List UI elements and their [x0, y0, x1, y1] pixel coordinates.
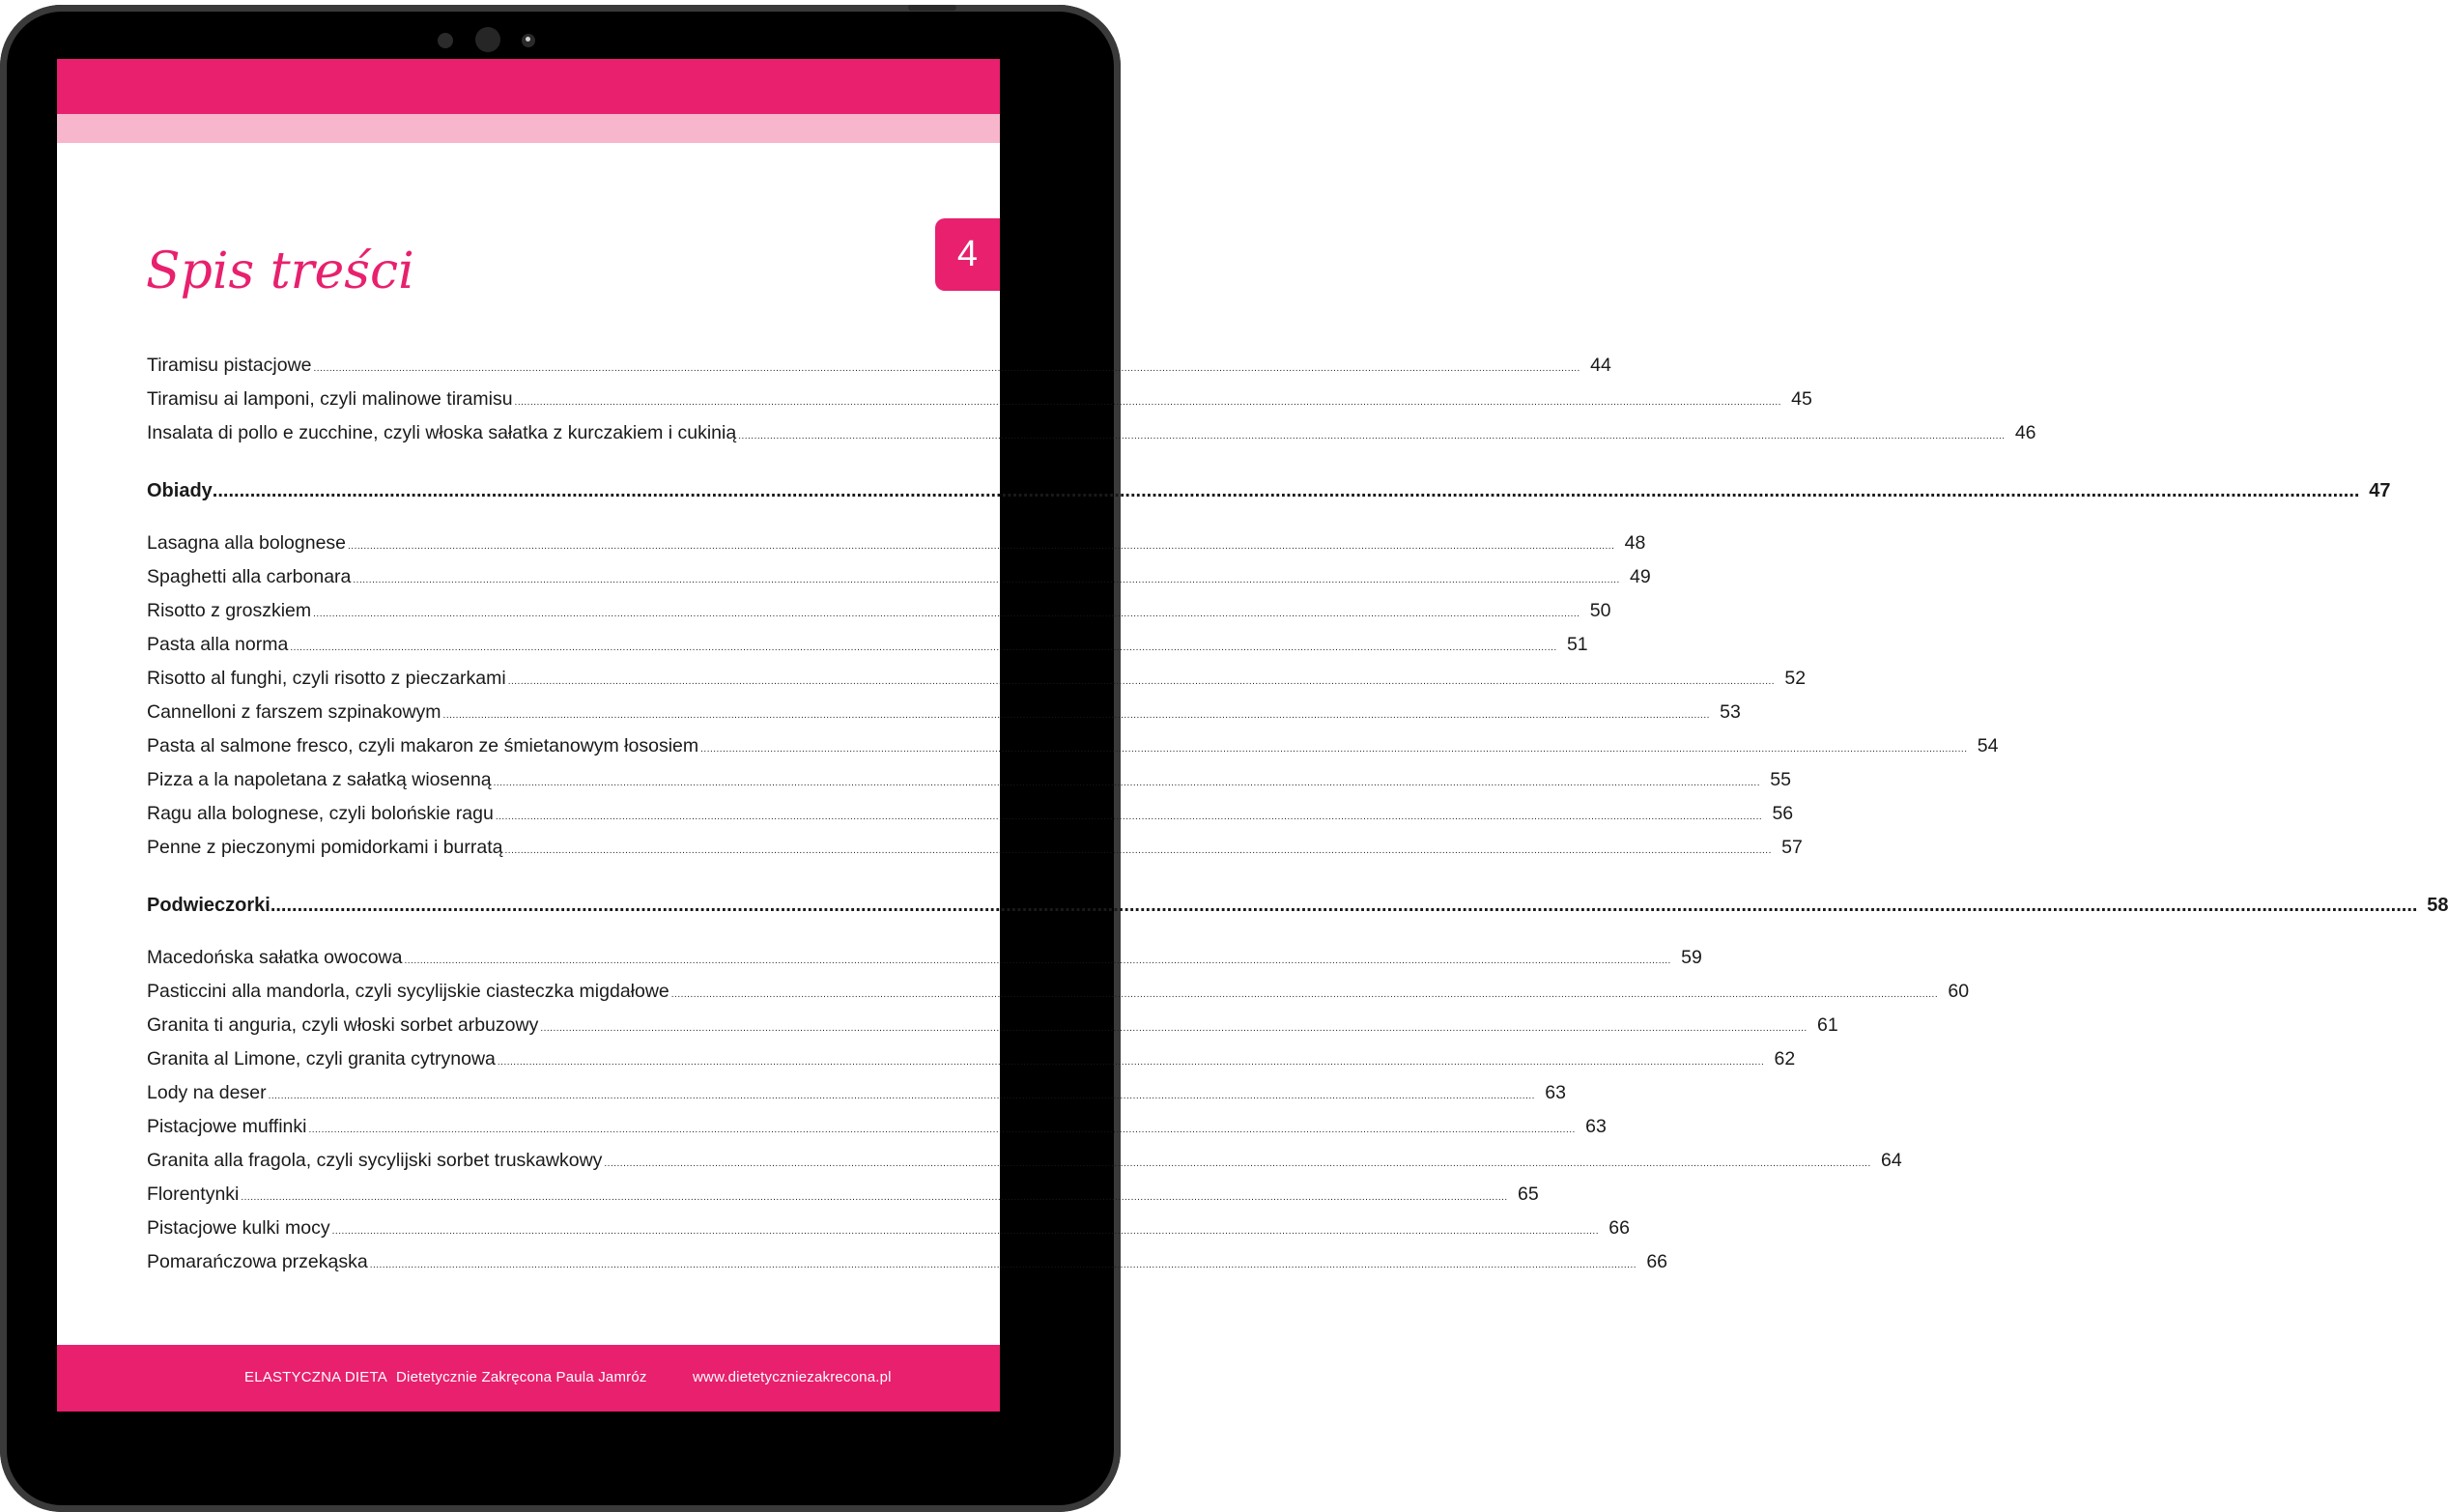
toc-entry[interactable]	[147, 1082, 1566, 1116]
toc-entry-label: Penne z pieczonymi pomidorkami i burratą	[147, 837, 503, 858]
toc-entry[interactable]	[147, 634, 1588, 668]
header-band-light	[57, 114, 1000, 143]
toc-entry-label: Pizza a la napoletana z sałatką wiosenną	[147, 769, 492, 790]
toc-page-number: 60	[1948, 981, 1970, 1002]
toc-entry[interactable]	[147, 532, 1646, 566]
toc-entry-label: Pistacjowe muffinki	[147, 1116, 307, 1137]
page-number-tab: 4	[935, 218, 1000, 291]
page-title	[144, 228, 414, 334]
toc-entry[interactable]	[147, 422, 2036, 456]
dot-leader: ................................................................................................................................................................................................................................................................................................................................................................................................................	[493, 778, 1760, 788]
footer-website-link[interactable]: www.dietetyczniezakrecona.pl	[693, 1369, 892, 1385]
toc-section-heading[interactable]	[147, 480, 2391, 514]
dot-leader: ................................................................................................................................................................................................................................................................................................................................................................................................................	[604, 1158, 1871, 1169]
toc-entry-label: Granita alla fragola, czyli sycylijski sorbet truskawkowy	[147, 1150, 603, 1171]
toc-section-title: Podwieczorki	[147, 895, 270, 916]
table-of-contents	[147, 355, 2448, 1285]
toc-entry-label: Spaghetti alla carbonara	[147, 566, 352, 587]
toc-entry-label: Risotto z groszkiem	[147, 600, 312, 621]
toc-entry-label: Macedońska sałatka owocowa	[147, 947, 403, 968]
toc-entry-label: Tiramisu pistacjowe	[147, 355, 312, 376]
toc-entry[interactable]	[147, 1217, 1630, 1251]
dot-leader: ................................................................................................................................................................................................................................................................................................................................................................................................................	[348, 541, 1615, 552]
dot-leader: ................................................................................................................................................................................................................................................................................................................................................................................................................	[700, 744, 1968, 755]
toc-section-heading[interactable]	[147, 895, 2448, 928]
toc-page-number: 53	[1720, 701, 1741, 723]
toc-entry-label: Cannelloni z farszem szpinakowym	[147, 701, 441, 723]
toc-page-number: 46	[2014, 422, 2036, 443]
toc-page-number: 56	[1772, 803, 1794, 824]
toc-page-number: 57	[1781, 837, 1803, 858]
toc-entry[interactable]	[147, 701, 1741, 735]
toc-page-number: 61	[1816, 1014, 1838, 1036]
toc-entry-label: Insalata di pollo e zucchine, czyli włoska sałatka z kurczakiem i cukinią	[147, 422, 737, 443]
toc-entry[interactable]	[147, 735, 1999, 769]
toc-page-number: 58	[2427, 895, 2448, 916]
toc-page-number: 51	[1566, 634, 1588, 655]
toc-entry-label: Granita al Limone, czyli granita cytrynowa	[147, 1048, 496, 1070]
toc-page-number: 64	[1881, 1150, 1902, 1171]
toc-entry[interactable]	[147, 600, 1611, 634]
spacer	[147, 870, 910, 895]
sensor-icon	[438, 33, 453, 48]
dot-leader: ................................................................................................................................................................................................................................................................................................................................................................................................................	[504, 845, 1772, 856]
toc-entry[interactable]	[147, 947, 1702, 981]
toc-page-number: 63	[1585, 1116, 1607, 1137]
toc-entry[interactable]	[147, 1251, 1668, 1285]
toc-entry-label: Granita ti anguria, czyli włoski sorbet arbuzowy	[147, 1014, 539, 1036]
dot-leader: ................................................................................................................................................................................................................................................................................................................................................................................................................	[313, 363, 1580, 374]
power-button	[908, 5, 956, 11]
dot-leader: ................................................................................................................................................................................................................................................................................................................................................................................................................	[353, 575, 1620, 585]
toc-entry[interactable]	[147, 837, 1803, 870]
camera-icon	[475, 27, 500, 52]
toc-page-number: 63	[1545, 1082, 1566, 1103]
toc-page-number: 44	[1590, 355, 1611, 376]
toc-entry[interactable]	[147, 566, 1651, 600]
dot-leader: ................................................................................................................................................................................................................................................................................................................................................................................................................	[369, 1260, 1637, 1270]
dot-leader: ................................................................................................................................................................................................................................................................................................................................................................................................................	[241, 1192, 1508, 1203]
dot-leader: ................................................................................................................................................................................................................................................................................................................................................................................................................	[290, 642, 1557, 653]
dot-leader: ................................................................................................................................................................................................................................................................................................................................................................................................................	[313, 609, 1580, 619]
toc-entry-label: Tiramisu ai lamponi, czyli malinowe tiramisu	[147, 388, 513, 410]
toc-entry-label: Pasta al salmone fresco, czyli makaron ze śmietanowym łososiem	[147, 735, 699, 756]
dot-leader: ................................................................................................................................................................................................................................................................................................................................................................................................................	[331, 1226, 1599, 1237]
dot-leader: ................................................................................................................................................................................................................................................................................................................................................................................................................	[270, 895, 2418, 916]
footer-brand: ELASTYCZNA DIETA	[244, 1369, 387, 1385]
toc-page-number: 45	[1791, 388, 1812, 410]
toc-page-number: 66	[1646, 1251, 1668, 1272]
toc-entry-label: Pasta alla norma	[147, 634, 289, 655]
toc-page-number: 49	[1630, 566, 1651, 587]
toc-page-number: 55	[1770, 769, 1791, 790]
toc-page-number: 65	[1518, 1184, 1539, 1205]
toc-entry-label: Pistacjowe kulki mocy	[147, 1217, 330, 1239]
toc-entry[interactable]	[147, 769, 1791, 803]
dot-leader: ................................................................................................................................................................................................................................................................................................................................................................................................................	[540, 1023, 1808, 1034]
toc-page-number: 48	[1624, 532, 1646, 554]
toc-entry[interactable]	[147, 1048, 1796, 1082]
toc-entry-label: Lasagna alla bolognese	[147, 532, 347, 554]
dot-leader: ................................................................................................................................................................................................................................................................................................................................................................................................................	[497, 1057, 1765, 1068]
toc-page-number: 50	[1589, 600, 1611, 621]
toc-page-number: 52	[1784, 668, 1807, 689]
toc-entry-label: Risotto al funghi, czyli risotto z pieczarkami	[147, 668, 506, 689]
toc-section-title: Obiady	[147, 480, 213, 501]
toc-page-number: 54	[1977, 735, 1999, 756]
toc-entry-label: Florentynki	[147, 1184, 240, 1205]
dot-leader: ................................................................................................................................................................................................................................................................................................................................................................................................................	[308, 1125, 1576, 1135]
toc-entry[interactable]	[147, 355, 1611, 388]
camera-lens-icon	[522, 34, 535, 47]
toc-entry[interactable]	[147, 388, 1812, 422]
dot-leader: ................................................................................................................................................................................................................................................................................................................................................................................................................	[268, 1091, 1535, 1101]
toc-page-number: 59	[1681, 947, 1702, 968]
toc-entry[interactable]	[147, 1116, 1607, 1150]
footer-band	[57, 1345, 1000, 1412]
page-title-text: Spis treści	[146, 242, 414, 300]
toc-entry[interactable]	[147, 981, 1970, 1014]
spacer	[147, 928, 910, 947]
dot-leader: ................................................................................................................................................................................................................................................................................................................................................................................................................	[495, 812, 1763, 822]
page	[57, 59, 2448, 1412]
dot-leader: ................................................................................................................................................................................................................................................................................................................................................................................................................	[212, 480, 2360, 501]
toc-entry-label: Pomarańczowa przekąska	[147, 1251, 368, 1272]
dot-leader: ................................................................................................................................................................................................................................................................................................................................................................................................................	[404, 956, 1671, 966]
toc-entry-label: Lody na deser	[147, 1082, 267, 1103]
toc-entry[interactable]	[147, 1184, 1539, 1217]
toc-entry[interactable]	[147, 668, 1807, 701]
toc-entry-label: Ragu alla bolognese, czyli bolońskie ragu	[147, 803, 494, 824]
toc-entry-label: Pasticcini alla mandorla, czyli sycylijskie ciasteczka migdałowe	[147, 981, 669, 1002]
spacer	[147, 514, 910, 532]
dot-leader: ................................................................................................................................................................................................................................................................................................................................................................................................................	[670, 989, 1939, 1000]
dot-leader: ................................................................................................................................................................................................................................................................................................................................................................................................................	[514, 397, 1781, 408]
dot-leader: ................................................................................................................................................................................................................................................................................................................................................................................................................	[738, 431, 2006, 442]
dot-leader: ................................................................................................................................................................................................................................................................................................................................................................................................................	[507, 676, 1776, 687]
dot-leader: ................................................................................................................................................................................................................................................................................................................................................................................................................	[442, 710, 1710, 721]
toc-entry[interactable]	[147, 803, 1794, 837]
toc-entry[interactable]	[147, 1150, 1902, 1184]
header-band	[57, 59, 1000, 114]
toc-page-number: 62	[1774, 1048, 1796, 1070]
toc-entry[interactable]	[147, 1014, 1838, 1048]
spacer	[147, 456, 910, 480]
toc-page-number: 66	[1608, 1217, 1630, 1239]
toc-page-number: 47	[2369, 480, 2391, 501]
footer-author: Dietetycznie Zakręcona Paula Jamróz	[396, 1369, 647, 1385]
